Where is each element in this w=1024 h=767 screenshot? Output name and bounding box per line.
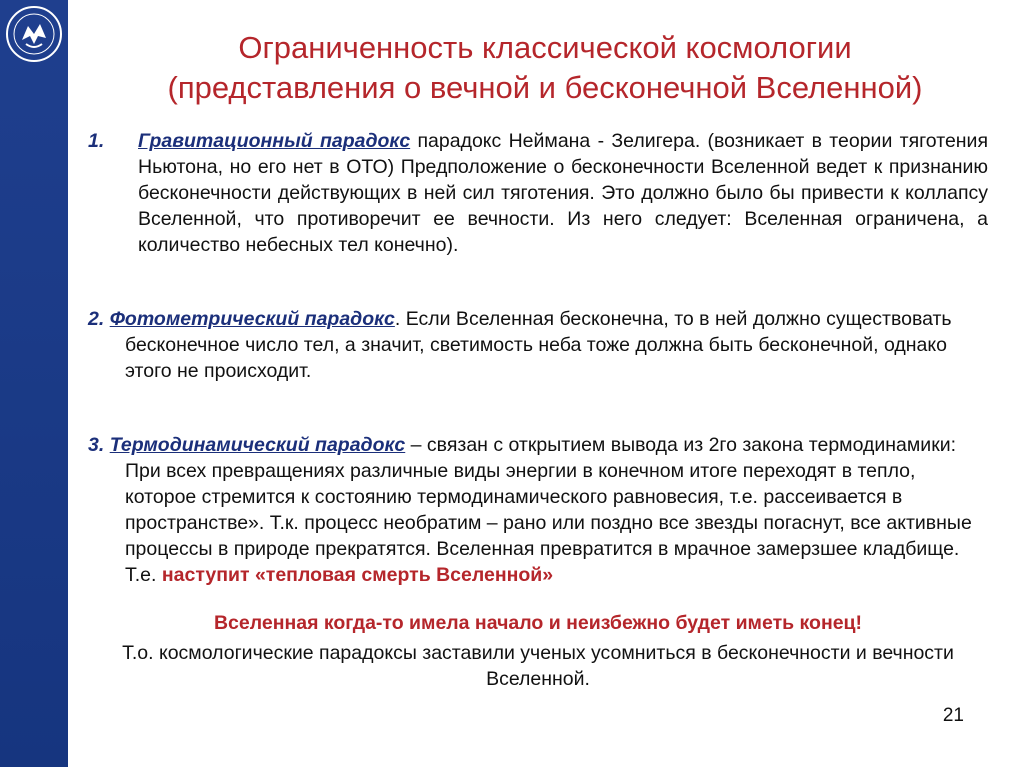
paradox-item-2 — [88, 306, 988, 384]
item-number: 3. — [88, 434, 105, 456]
heat-death-highlight: наступит «тепловая смерть Вселенной» — [161, 564, 554, 586]
item-text: – связан с открытием вывода из 2го закона термодинамики: При всех превращениях различные виды энергии в конечном итоге переходят в тепло, которое стремится к состоянию термодинамического равновесия, т.е. рассеивается в пространстве». Т.к. процесс необратим – рано или поздно все звезды погаснут, все активные процессы в природе прекратятся. Вселенная превратится в мрачное замерзшее кладбище. Т.е. — [125, 434, 972, 586]
paradox-term: Гравитационный парадокс — [138, 130, 411, 152]
title-line-1: Ограниченность классической космологии — [238, 30, 852, 65]
summary-text: Т.о. космологические парадоксы заставили ученых усомниться в бесконечности и вечности Вселенной. — [122, 642, 954, 690]
item-number: 1. — [88, 130, 105, 152]
university-crest-icon — [4, 4, 64, 64]
item-text: . Если Вселенная бесконечна, то в ней должно существовать бесконечное число тел, а значит, светимость неба тоже должна быть бесконечной, однако этого не происходит. — [125, 308, 952, 382]
slide-content — [88, 128, 988, 692]
title-line-2: (представления о вечной и бесконечной Вселенной) — [167, 70, 923, 105]
paradox-term: Термодинамический парадокс — [109, 434, 406, 456]
paradox-item-1 — [88, 128, 988, 258]
paradox-term: Фотометрический парадокс — [109, 308, 395, 330]
item-number: 2. — [88, 308, 105, 330]
item-body — [138, 128, 988, 258]
item-text: парадокс Неймана - Зелигера. (возникает в теории тяготения Ньютона, но его нет в ОТО) Предположение о бесконечности Вселенной ведет к признанию бесконечности действующих в ней сил тяготения. Это должно было бы привести к коллапсу Вселенной, что противоречит ее вечности. Из него следует: Вселенная ограничена, а количество небесных тел конечно). — [138, 130, 989, 256]
page-number: 21 — [942, 705, 964, 726]
conclusion-text: Вселенная когда-то имела начало и неизбежно будет иметь конец! — [213, 612, 863, 634]
slide-title — [100, 28, 990, 108]
sidebar-band — [0, 0, 68, 767]
paradox-item-3 — [88, 432, 988, 588]
